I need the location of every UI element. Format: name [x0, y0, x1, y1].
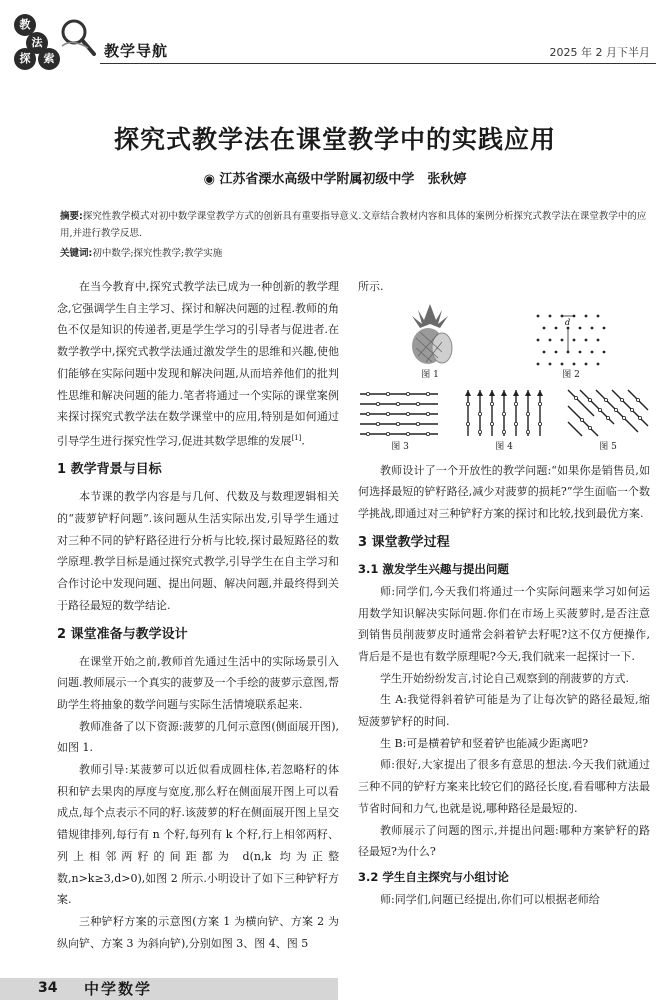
figure-3 — [358, 388, 442, 454]
header-rule — [100, 63, 656, 64]
intro-end: . — [301, 434, 305, 448]
right-column — [358, 276, 650, 911]
caption-fig1: 图 1 — [421, 369, 439, 380]
logo-char-1: 教 — [14, 14, 36, 36]
keywords-label: 关键词: — [60, 248, 93, 259]
heading-3-1: 3.1 激发学生兴趣与提出问题 — [358, 561, 509, 576]
seed-grid-diagram — [532, 310, 610, 366]
figure-5 — [566, 388, 650, 454]
caption-fig5: 图 5 — [599, 441, 617, 452]
figure-2 — [532, 310, 610, 382]
caption-fig3: 图 3 — [391, 441, 409, 452]
paragraph-schemes: 三种铲籽方案的示意图(方案 1 为横向铲、方案 2 为纵向铲、方案 3 为斜向铲),分别如图 3、图 4、图 5 — [57, 914, 339, 950]
keywords-text: 初中数学;探究性教学;教学实施 — [92, 248, 223, 259]
continued-text: 所示. — [358, 280, 384, 293]
pineapple-image — [398, 302, 462, 366]
heading-1: 1 教学背景与目标 — [57, 462, 162, 478]
caption-fig4: 图 4 — [495, 441, 513, 452]
abstract-text: 探究性教学模式对初中数学课堂教学方式的创新具有重要指导意义.文章结合教材内容和具体的案例分析探究式教学法在课堂教学中的应用,并进行教学反思. — [60, 211, 647, 239]
paragraph-teacher-response: 师:很好,大家提出了很多有意思的想法.今天我们就通过三种不同的铲籽方案来比较它们的路径长度,看看哪种方法最节省时间和力气,也就是说,哪种路径是最短的. — [358, 758, 650, 815]
column-logo — [14, 14, 94, 70]
paragraph-background: 本节课的教学内容是与几何、代数及与数理逻辑相关的“菠萝铲籽问题”.该问题从生活实际出发,引导学生通过对三种不同的铲籽路径进行分析与比较,探讨最短路径的数学原理.教学目标是通过探究式教学,引导学生在自主学习和合作讨论中发现问题、提出问题、解决问题,并最终得到关于路径最短的数学结论. — [57, 490, 339, 612]
heading-3-2: 3.2 学生自主探究与小组讨论 — [358, 869, 509, 884]
heading-2: 2 课堂准备与教学设计 — [57, 626, 188, 642]
author-line: ◉ 江苏省溧水高级中学附属初级中学 张秋婷 — [203, 172, 467, 187]
keywords — [60, 245, 650, 262]
horizontal-scheme-diagram — [358, 388, 442, 438]
citation-ref: [1] — [291, 433, 302, 442]
paragraph-teacher-intro: 师:同学们,今天我们将通过一个实际问题来学习如何运用数学知识解决实际问题.你们在市场上买菠萝时,是否注意到销售员削菠萝皮时通常会斜着铲去籽呢?这不仅方便操作,背后是不是也有数学原理呢?今天,我们就来一起探讨一下. — [358, 584, 650, 663]
paragraph-prep: 在课堂开始之前,教师首先通过生活中的实际场景引入问题.教师展示一个真实的菠萝及一个手绘的菠萝示意图,帮助学生将抽象的数学问题与实际生活情境联系起来. — [57, 654, 339, 711]
left-column — [57, 276, 339, 954]
paragraph-teacher-prompt: 师:同学们,问题已经提出,你们可以根据老师给 — [380, 892, 600, 906]
paragraph-student-a: 生 A:我觉得斜着铲可能是为了让每次铲的路径最短,缩短菠萝铲籽的时间. — [358, 693, 650, 729]
issue-date: 2025 年 2 月下半月 — [549, 46, 650, 59]
article-title: 探究式教学法在课堂教学中的实践应用 — [113, 125, 556, 154]
abstract — [60, 208, 650, 242]
paragraph-resources: 教师准备了以下资源:菠萝的几何示意图(侧面展开图),如图 1. — [57, 719, 339, 755]
paragraph-student-b: 生 B:可是横着铲和竖着铲也能减少距离吧? — [380, 736, 589, 750]
journal-name: 中学数学 — [84, 980, 153, 998]
diagonal-scheme-diagram — [566, 388, 650, 438]
page-number: 34 — [38, 980, 58, 996]
spacing-label: d — [565, 317, 571, 327]
paragraph-students: 学生开始纷纷发言,讨论自己观察到的削菠萝的方式. — [380, 671, 629, 685]
paragraph-teacher-question: 教师展示了问题的图示,并提出问题:哪种方案铲籽的路径最短?为什么? — [358, 823, 650, 859]
figures — [358, 298, 650, 460]
abstract-label: 摘要: — [60, 211, 83, 222]
figure-1 — [398, 302, 462, 382]
logo-char-3: 探 — [14, 48, 36, 70]
paragraph-guidance: 教师引导:某菠萝可以近似看成圆柱体,若忽略籽的体积和铲去果肉的厚度与宽度,那么籽在侧面展开图上可以看成点,每个点表示不同的籽.该菠萝的籽在侧面展开图上呈交错规律排列,每行有 n 个籽,每列有 k 个籽,行上相邻两籽、列上相邻两籽的间距都为 d(n,k 均为正整数,n>k≥3,d>0),如图 2 所示.小明设计了如下三种铲籽方案. — [57, 763, 339, 907]
figure-4 — [462, 388, 546, 454]
heading-3: 3 课堂教学过程 — [358, 534, 450, 550]
paragraph-question: 教师设计了一个开放性的教学问题:“如果你是销售员,如何选择最短的铲籽路径,减少对菠萝的损耗?”学生面临一个数学挑战,即通过对三种铲籽方案的探讨和比较,找到最优方案. — [358, 463, 650, 521]
section-name: 教学导航 — [104, 42, 169, 60]
logo-char-4: 索 — [38, 48, 60, 70]
intro-text: 在当今教育中,探究式教学法已成为一种创新的教学理念,它强调学生自主学习、探讨和解决问题的过程.教师的角色不仅是知识的传递者,更是学生学习的引导者与促进者.在数学教学中,探究式教学法通过激发学生的思维和兴趣,使他们能够在实际问题中发现和解决问题,从而培养他们的批判性思维和解决问题的能力.笔者将通过一个实际的课堂案例来探讨探究式教学法在数学课堂中的应用,特别是如何通过引导学生进行探究性学习,促进其数学思维的发展 — [57, 280, 339, 448]
logo-char-2: 法 — [26, 32, 48, 54]
magnifier-icon — [58, 16, 98, 60]
caption-fig2: 图 2 — [562, 369, 580, 380]
intro-paragraph — [57, 276, 339, 452]
vertical-scheme-diagram — [462, 388, 546, 438]
